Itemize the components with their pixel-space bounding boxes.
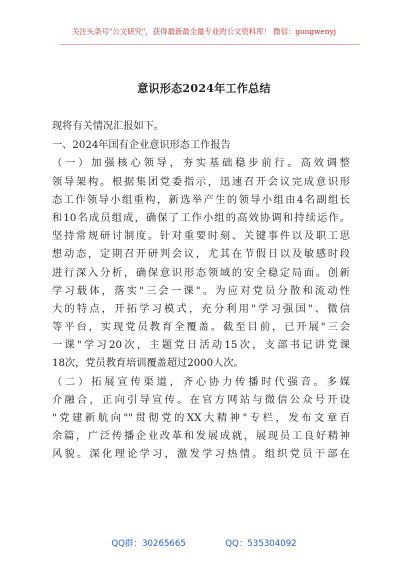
body-line: 想动态，定期召开研判会议，尤其在节假日以及敏感时段 [52,249,350,261]
body-line: 介融合，正向引导宣传。在官方网站与微信公众号开设 [52,394,350,406]
body-line: （二）拓展宣传渠道，齐心协力传播时代强音。多媒 [52,376,350,388]
footer-qq-group: QQ群：30265665 [111,539,186,549]
body-line: 学习载体，落实"三会一课"。为应对党员分散和流动性 [52,285,350,297]
header-divider [60,44,360,45]
body-line: 坚持常规研讨制度。针对重要时刻、关键事件以及职工思 [52,231,350,243]
body-line: 风貌。深化理论学习，激发学习热情。组织党员干部在 [52,449,350,461]
body-line: 等平台，实现党员教育全覆盖。截至目前，已开展"三会 [52,322,350,334]
body-line: 18次，党员教育培训覆盖超过2000人次。 [52,358,244,370]
footer-qq-number: QQ：535304092 [225,539,297,549]
document-body [52,118,350,465]
body-line: 和10名成员组成，确保了工作小组的高效协调和持续运作。 [52,212,350,224]
body-line: 态工作领导小组重构，新选举产生的领导小组由4名副组长 [52,194,350,206]
body-line: 一、2024年国有企业意识形态工作报告 [52,140,231,152]
header-banner: 关注头条号"公文研究"，获得最新最全最专业的公文资料库！ 微信：gongwenyj [71,27,337,36]
body-line: 现将有关情况汇报如下。 [52,121,165,132]
body-line: 领导架构。根据集团党委指示，迅速召开会议完成意识形 [52,176,350,188]
body-line: 余篇，广泛传播企业改革和发展成就，展现员工良好精神 [52,431,350,443]
document-title: 意识形态2024年工作总结 [137,82,271,95]
body-line: 一课"学习20次，主题党日活动15次，支部书记讲党课 [52,340,350,352]
footer-contact [0,537,408,549]
body-line: "党建新航向""贯彻党的XX大精神"专栏，发布文章百 [52,413,350,424]
body-line: 大的特点，开拓学习模式，充分利用"学习强国"、微信 [52,303,350,315]
body-line: 进行深入分析，确保意识形态领域的安全稳定局面。创新 [52,267,350,279]
body-line: （一）加强核心领导，夯实基础稳步前行。高效调整 [52,158,350,170]
